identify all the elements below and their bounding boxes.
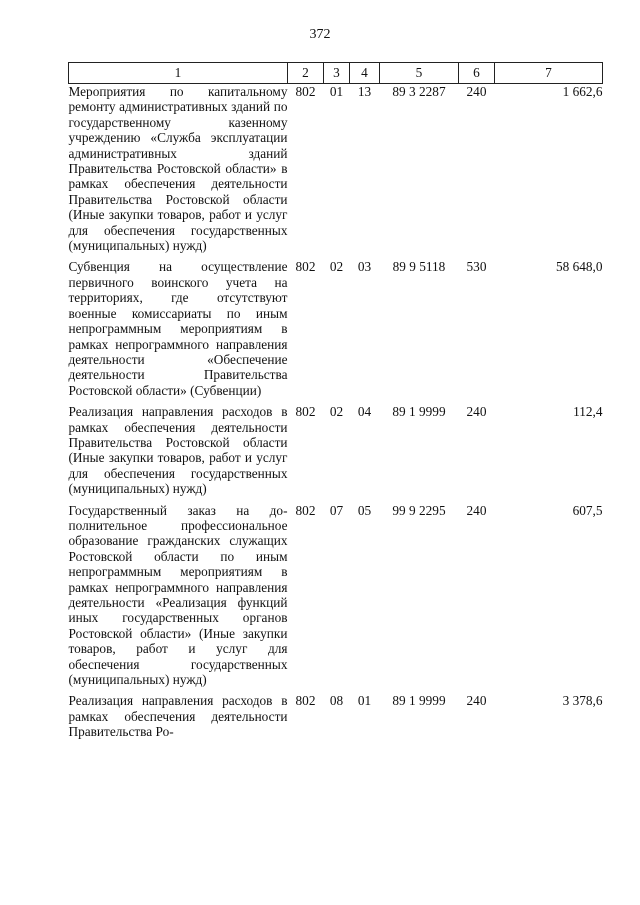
row-description: Субвенция на осуществление первичного воинского учета на территориях, где отсутствуют военные комиссариаты по иным непрограммным мероприятиям в рамках непрограммного направления деятельности «Обеспечение деятельности Правительства Ростовской области» (Субвенции) [68,259,288,398]
row-section-code: 02 [329,404,344,420]
column-header-description: 1 [69,63,288,84]
row-ministry-code: 802 [295,259,316,275]
row-section-code: 01 [329,84,344,99]
page-number: 372 [309,27,331,42]
row-target-code: 89 9 5118 [392,259,446,275]
row-expense-type: 530 [466,259,487,275]
row-subsection-code: 03 [357,259,372,275]
table-row [69,259,603,404]
row-target-code: 89 1 9999 [392,404,446,420]
column-header-target: 5 [380,63,459,84]
row-subsection-code: 05 [357,502,372,518]
row-ministry-code: 802 [295,693,316,709]
table-row [69,693,603,745]
table-row [69,84,603,260]
row-amount: 58 648,0 [555,259,603,275]
row-ministry-code: 802 [295,502,316,518]
row-target-code: 89 1 9999 [392,693,446,709]
row-subsection-code: 01 [357,693,372,709]
row-target-code: 99 9 2295 [392,502,446,518]
row-expense-type: 240 [466,84,487,99]
row-section-code: 08 [329,693,344,709]
row-description: Мероприятия по капитальному ремонту административных зданий по государственному казенному учреждению «Служба эксплуатации административных зданий Правительства Ростовской области» в рамках обеспечения деятельности Правительства Ростовской области (Иные закупки товаров, работ и услуг для обеспечения государственных (муниципальных) нужд) [68,84,288,254]
row-description: Реализация направления расходов в рамках обеспечения деятельности Правительства Ро- [68,693,288,740]
row-amount: 1 662,6 [562,84,603,99]
budget-table [68,62,603,746]
row-ministry-code: 802 [295,404,316,420]
table-row [69,503,603,694]
row-expense-type: 240 [466,693,487,709]
table-row [69,404,603,502]
row-expense-type: 240 [466,502,487,518]
row-section-code: 02 [329,259,344,275]
table-header-row [69,63,603,84]
row-description: Реализация направления расходов в рамках обеспечения деятельности Правительства Ростовской области (Иные закупки товаров, работ и услуг для обеспечения государственных (муниципальных) нужд) [68,404,288,497]
column-header-section: 3 [324,63,350,84]
row-expense-type: 240 [466,404,487,420]
row-ministry-code: 802 [295,84,316,99]
column-header-amount: 7 [495,63,603,84]
row-target-code: 89 3 2287 [392,84,446,99]
row-section-code: 07 [329,502,344,518]
row-amount: 607,5 [572,502,603,518]
row-amount: 3 378,6 [562,693,603,709]
row-amount: 112,4 [573,404,603,420]
row-subsection-code: 04 [357,404,372,420]
column-header-ministry: 2 [288,63,324,84]
column-header-subsection: 4 [350,63,380,84]
column-header-type: 6 [459,63,495,84]
row-description: Государственный заказ на дополнительное профессиональное образование гражданских служащих Ростовской области по иным непрограммным мероприятиям в рамках непрограммного направления деятельности «Реализация функций иных государственных органов Ростовской области» (Иные закупки товаров, работ и услуг для обеспечения государственных (муниципальных) нужд) [68,502,288,688]
row-subsection-code: 13 [357,84,372,99]
